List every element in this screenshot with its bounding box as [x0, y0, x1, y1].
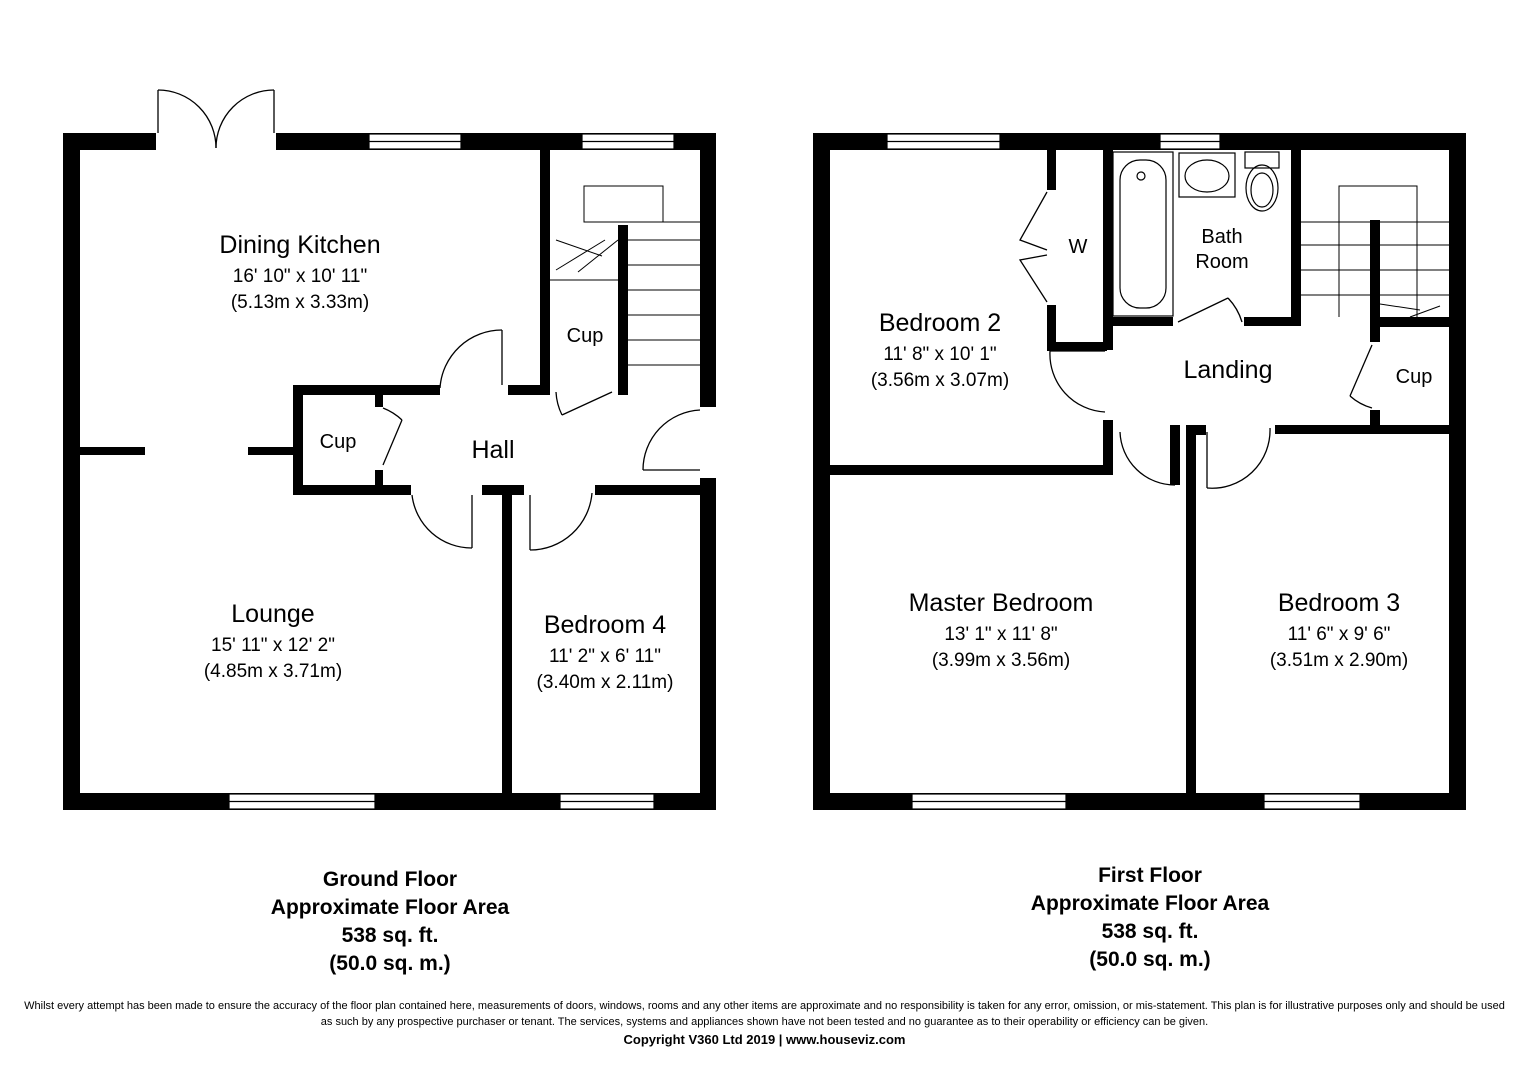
ground-floor-plan [63, 90, 716, 810]
bedroom-2-imperial: 11' 8" x 10' 1" [883, 344, 997, 365]
ground-floor-labels [204, 231, 674, 693]
landing-cup-name: Cup [1395, 366, 1433, 388]
bedroom-3-metric: (3.51m x 2.90m) [1269, 650, 1409, 671]
bedroom-4-name: Bedroom 4 [543, 611, 667, 639]
ground-floor-area-label: Approximate Floor Area [270, 896, 510, 919]
bath-room-line2: Room [1195, 251, 1249, 273]
ground-floor-area-sqm: (50.0 sq. m.) [329, 952, 451, 975]
disclaimer-text: Whilst every attempt has been made to ensure the accuracy of the floor plan contained here, measurements of doors, windows, rooms and any other items are approximate and no responsibility is taken for any error, omission, or mis-statement. This plan is for illustrative purposes only and should be used as such by any prospective purchaser or tenant. The services, systems and appliances shown have not been tested and no guarantee as to their operability or efficiency can be given. [24, 1000, 1505, 1028]
bedroom-2-name: Bedroom 2 [878, 309, 1002, 337]
wardrobe-name: W [1068, 236, 1088, 258]
lounge-imperial: 15' 11" x 12' 2" [211, 635, 335, 656]
lounge-metric: (4.85m x 3.71m) [203, 661, 343, 682]
master-bedroom-metric: (3.99m x 3.56m) [931, 650, 1071, 671]
first-floor-area-label: Approximate Floor Area [1030, 892, 1270, 915]
dining-kitchen-imperial: 16' 10" x 10' 11" [232, 266, 368, 287]
bath-room-line1: Bath [1201, 226, 1243, 248]
cup-hall-name: Cup [319, 431, 357, 453]
bedroom-4-metric: (3.40m x 2.11m) [536, 672, 674, 693]
master-bedroom-name: Master Bedroom [908, 589, 1094, 617]
first-floor-area-sqm: (50.0 sq. m.) [1089, 948, 1211, 971]
ground-floor-area-sqft: 538 sq. ft. [341, 924, 439, 947]
first-floor-area-sqft: 538 sq. ft. [1101, 920, 1199, 943]
bedroom-2-metric: (3.56m x 3.07m) [870, 370, 1010, 391]
ground-floor-title: Ground Floor [322, 868, 458, 891]
first-floor-caption [950, 862, 1350, 974]
bedroom-4-imperial: 11' 2" x 6' 11" [549, 646, 661, 667]
dining-kitchen-name: Dining Kitchen [219, 231, 381, 259]
cup-stairs-name: Cup [566, 325, 604, 347]
bedroom-3-name: Bedroom 3 [1277, 589, 1401, 617]
landing-name: Landing [1183, 356, 1273, 384]
lounge-name: Lounge [231, 600, 315, 628]
ground-floor-walls [63, 133, 716, 810]
first-floor-plan [813, 133, 1466, 810]
bedroom-3-imperial: 11' 6" x 9' 6" [1287, 624, 1391, 645]
first-floor-title: First Floor [1098, 864, 1202, 887]
first-floor-labels [871, 226, 1433, 671]
dining-kitchen-metric: (5.13m x 3.33m) [230, 292, 370, 313]
hall-name: Hall [471, 436, 515, 464]
copyright-text: Copyright V360 Ltd 2019 | www.houseviz.com [623, 1032, 906, 1047]
bathroom-fixtures [1113, 152, 1279, 316]
master-bedroom-imperial: 13' 1" x 11' 8" [944, 624, 1058, 645]
bath-tub [1113, 152, 1173, 316]
ground-floor-caption [190, 866, 590, 978]
